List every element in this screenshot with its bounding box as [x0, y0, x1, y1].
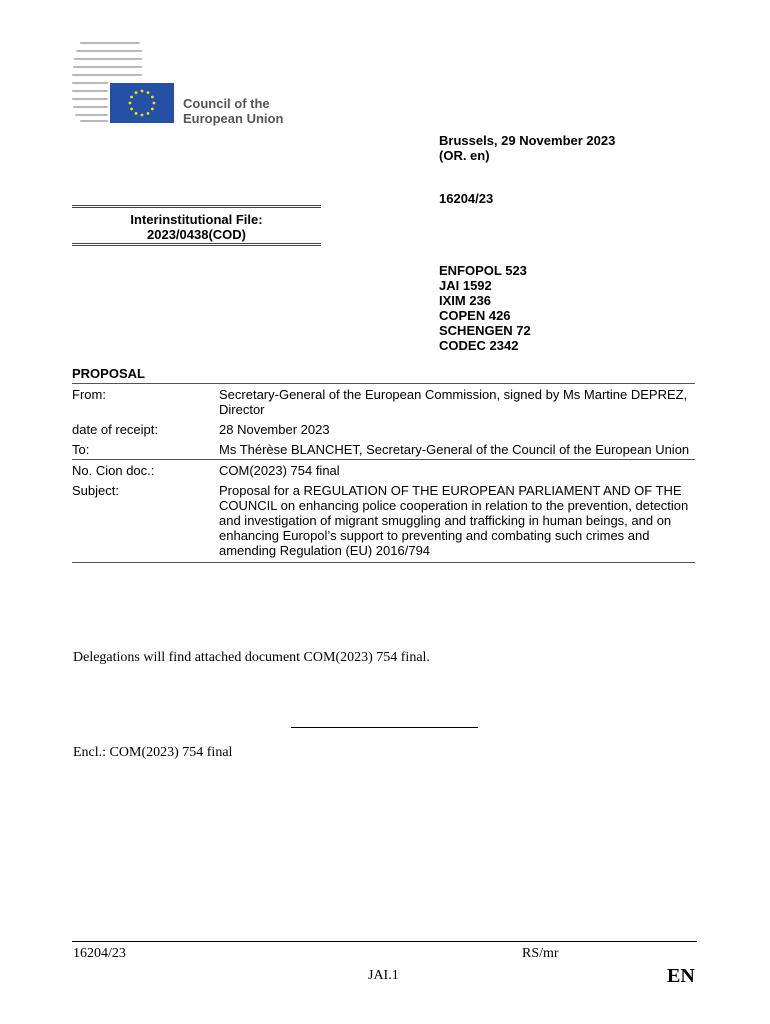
footer-divider: [72, 941, 697, 942]
table-row: [72, 384, 695, 420]
table-row: [72, 480, 695, 563]
enclosure-text: Encl.: COM(2023) 754 final: [73, 745, 233, 760]
footer-initials: RS/mr: [522, 946, 559, 961]
row-label: Subject:: [72, 480, 219, 563]
footer-department: JAI.1: [368, 968, 399, 983]
interinstitutional-value: 2023/0438(COD): [147, 227, 246, 242]
row-value: Secretary-General of the European Commission, signed by Ms Martine DEPREZ, Director: [219, 384, 695, 420]
row-value: Proposal for a REGULATION OF THE EUROPEAN PARLIAMENT AND OF THE COUNCIL on enhancing police cooperation in relation to the prevention, detection and investigation of migrant smuggling and trafficking in human beings, and on enhancing Europol’s support to preventing and combating such crimes and amending Regulation (EU) 2016/794: [219, 480, 695, 563]
organization-name: [183, 96, 283, 126]
code-item: SCHENGEN 72: [439, 323, 531, 338]
row-label: date of receipt:: [72, 422, 158, 437]
footer-language: EN: [667, 965, 695, 987]
row-value: Ms Thérèse BLANCHET, Secretary-General of the Council of the European Union: [219, 442, 690, 457]
row-label: To:: [72, 442, 90, 457]
code-item: CODEC 2342: [439, 338, 519, 353]
code-item: IXIM 236: [439, 293, 492, 308]
council-logo-icon: [72, 40, 182, 126]
table-row: [72, 419, 695, 439]
document-number: 16204/23: [439, 191, 494, 206]
interinstitutional-file: [72, 205, 321, 246]
original-language: (OR. en): [439, 148, 490, 163]
proposal-table: [72, 383, 695, 563]
table-row: [72, 460, 695, 481]
city-date: Brussels, 29 November 2023: [439, 133, 616, 148]
code-item: COPEN 426: [439, 308, 511, 323]
code-item: JAI 1592: [439, 278, 492, 293]
row-value: 28 November 2023: [219, 422, 330, 437]
org-line-1: Council of the: [183, 96, 270, 111]
footer-doc-number: 16204/23: [73, 946, 126, 961]
row-label: No. Cion doc.:: [72, 460, 219, 481]
eu-flag-icon: [110, 83, 174, 123]
proposal-title: PROPOSAL: [72, 366, 145, 381]
separator-line: [291, 727, 478, 728]
delegations-text: Delegations will find attached document COM(2023) 754 final.: [73, 650, 430, 665]
row-value: COM(2023) 754 final: [219, 460, 695, 481]
row-label: From:: [72, 384, 219, 420]
classification-codes: [439, 263, 531, 353]
date-block: [439, 133, 615, 163]
code-item: ENFOPOL 523: [439, 263, 527, 278]
org-line-2: European Union: [183, 111, 284, 126]
interinstitutional-label: Interinstitutional File:: [130, 212, 263, 227]
table-row: [72, 439, 695, 460]
